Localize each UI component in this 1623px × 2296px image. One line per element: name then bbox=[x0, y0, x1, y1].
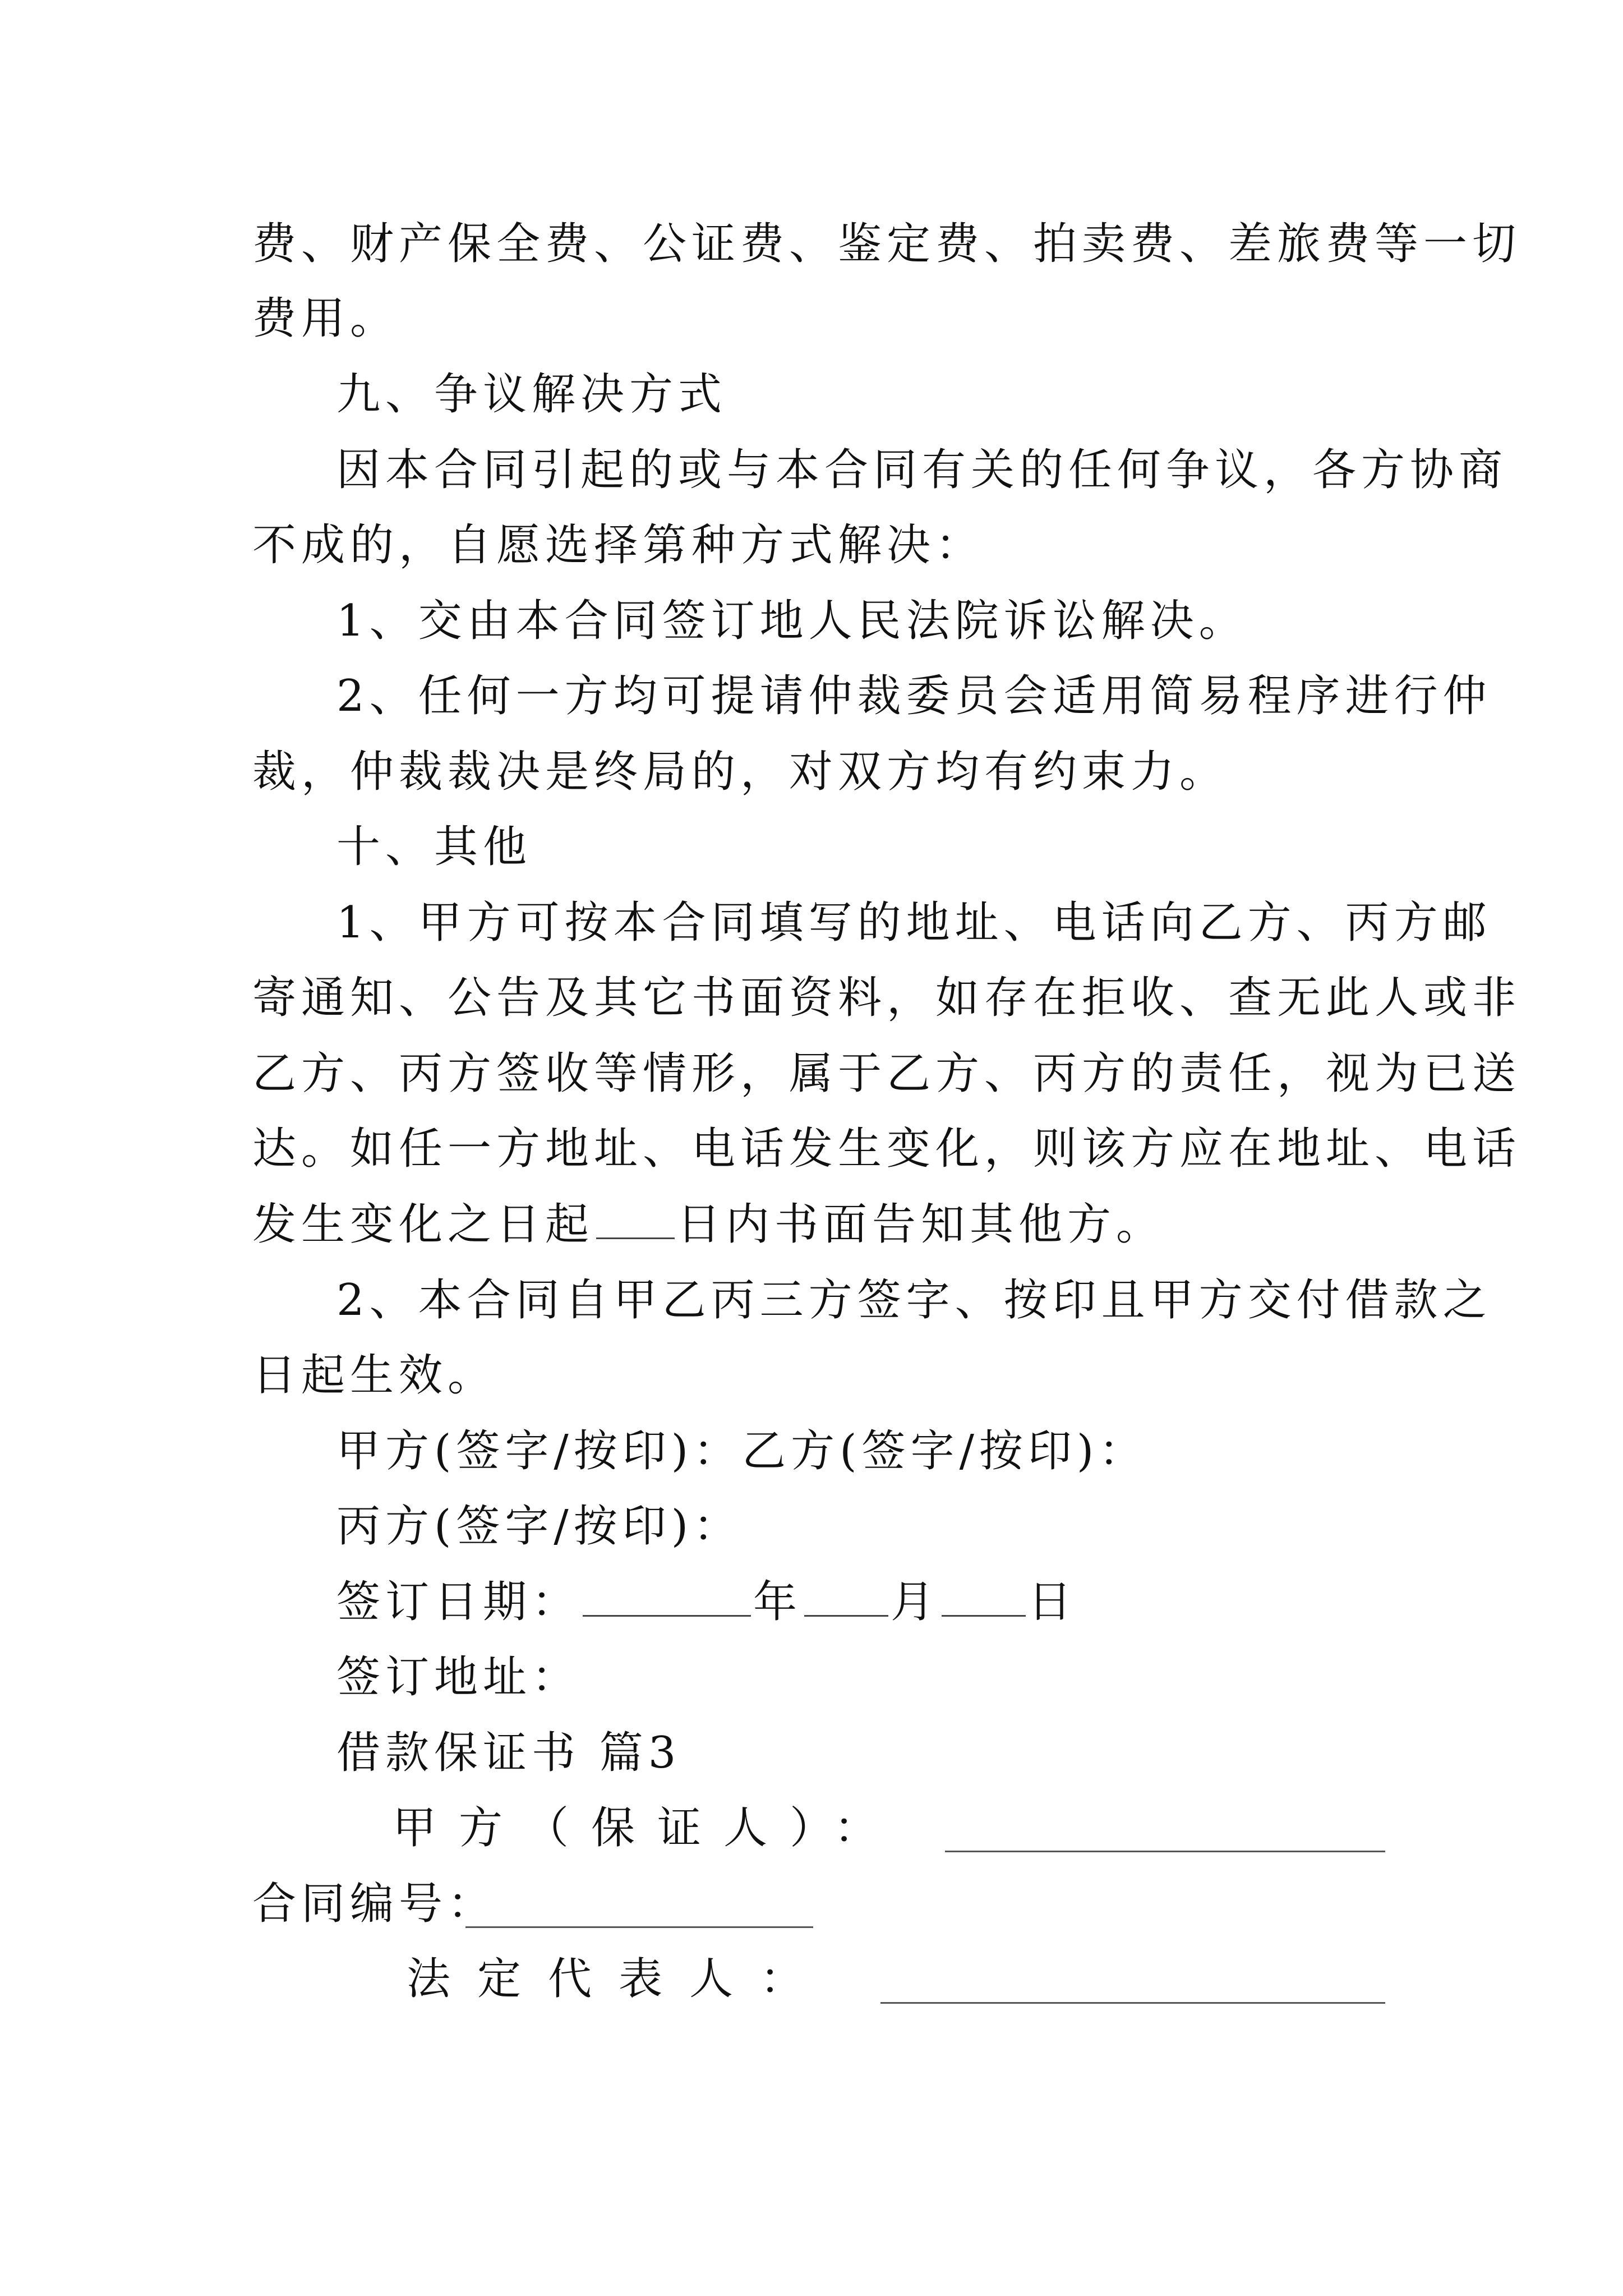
days-blank[interactable] bbox=[596, 1198, 675, 1239]
paragraph-line: 寄通知、公告及其它书面资料，如存在拒收、查无此人或非 bbox=[252, 973, 1521, 1023]
section-heading: 九、争议解决方式 bbox=[336, 369, 727, 420]
signing-date-label: 签订日期： bbox=[336, 1577, 581, 1627]
month-label: 月 bbox=[891, 1577, 940, 1627]
signing-place-line: 签订地址： bbox=[336, 1652, 581, 1703]
paragraph-line: 1、交由本合同签订地人民法院诉讼解决。 bbox=[336, 596, 1248, 646]
notice-line-before: 发生变化之日起 bbox=[252, 1199, 594, 1250]
paragraph-line: 费、财产保全费、公证费、鉴定费、拍卖费、差旅费等一切 bbox=[252, 219, 1521, 269]
contract-no-blank[interactable] bbox=[465, 1926, 813, 1928]
year-blank[interactable] bbox=[583, 1576, 751, 1617]
notice-line bbox=[252, 1197, 1385, 1253]
paragraph-line: 1、甲方可按本合同填写的地址、电话向乙方、丙方邮 bbox=[336, 898, 1492, 948]
paragraph-line: 不成的，自愿选择第种方式解决： bbox=[252, 520, 985, 570]
legal-rep-label: 法定代表人： bbox=[407, 1954, 831, 2004]
paragraph-line: 2、本合同自甲乙丙三方签字、按印且甲方交付借款之 bbox=[336, 1275, 1492, 1326]
paragraph-line: 裁，仲裁裁决是终局的，对双方均有约束力。 bbox=[252, 747, 1229, 797]
signing-date-line bbox=[336, 1574, 1469, 1630]
signature-line-ab: 甲方(签字/按印)：乙方(签字/按印)： bbox=[336, 1426, 1148, 1476]
section-title: 借款保证书 篇3 bbox=[336, 1728, 681, 1778]
guarantor-label: 甲方（保证人）： bbox=[393, 1803, 901, 1853]
paragraph-line: 达。如任一方地址、电话发生变化，则该方应在地址、电话 bbox=[252, 1124, 1521, 1174]
paragraph-line: 乙方、丙方签收等情形，属于乙方、丙方的责任，视为已送 bbox=[252, 1048, 1521, 1099]
month-blank[interactable] bbox=[804, 1576, 888, 1617]
legal-rep-blank[interactable] bbox=[880, 2002, 1385, 2004]
paragraph-line: 因本合同引起的或与本合同有关的任何争议，各方协商 bbox=[336, 445, 1508, 495]
paragraph-line: 费用。 bbox=[252, 293, 399, 344]
section-heading: 十、其他 bbox=[336, 822, 532, 872]
guarantor-blank[interactable] bbox=[945, 1851, 1385, 1852]
contract-no-label: 合同编号： bbox=[252, 1879, 497, 1929]
year-label: 年 bbox=[753, 1577, 803, 1627]
day-blank[interactable] bbox=[942, 1576, 1026, 1617]
day-label: 日 bbox=[1028, 1577, 1077, 1627]
paragraph-line: 日起生效。 bbox=[252, 1350, 497, 1401]
signature-line-c: 丙方(签字/按印)： bbox=[336, 1501, 743, 1552]
paragraph-line: 2、任何一方均可提请仲裁委员会适用简易程序进行仲 bbox=[336, 671, 1492, 721]
notice-line-after: 日内书面告知其他方。 bbox=[677, 1199, 1165, 1250]
